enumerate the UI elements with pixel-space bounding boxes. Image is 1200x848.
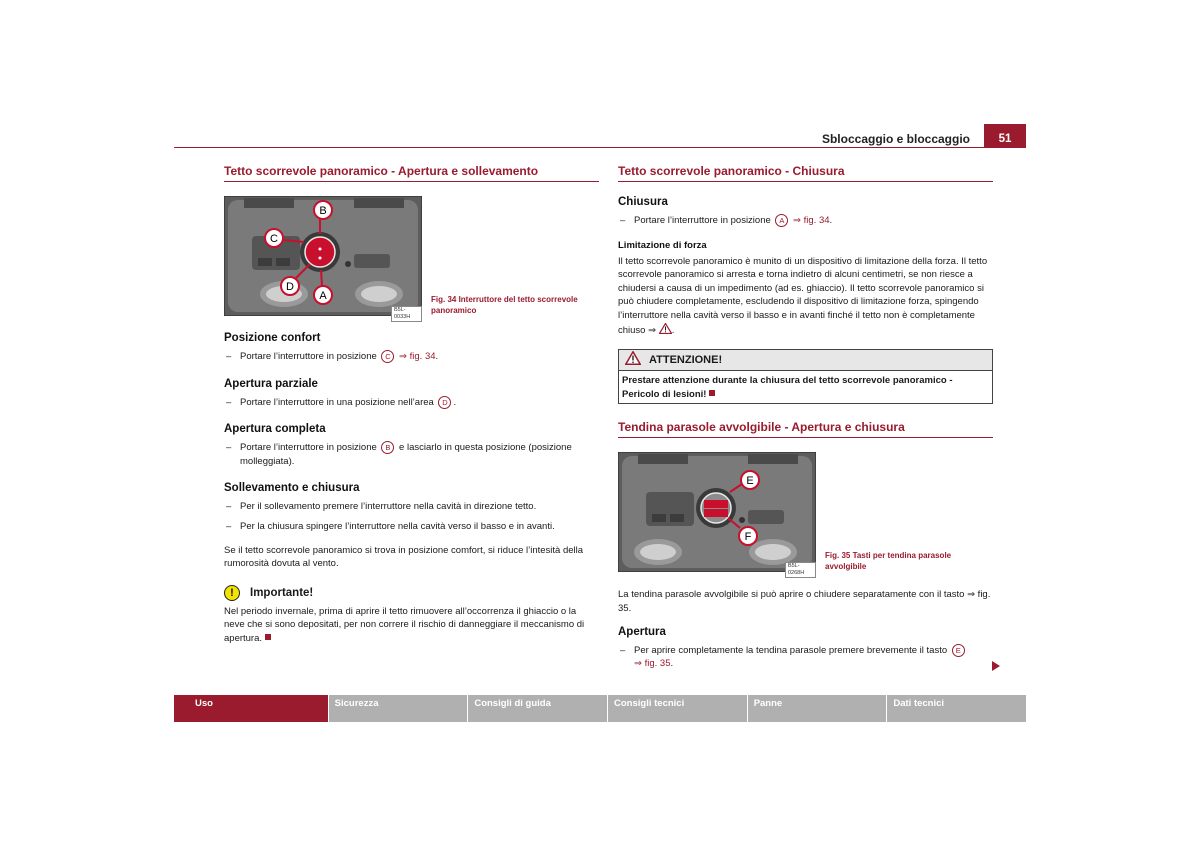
position-badge-a: A — [775, 214, 788, 227]
warning-triangle-icon — [625, 351, 641, 370]
nav-tab-panne[interactable]: Panne — [747, 695, 887, 722]
warning-triangle-icon — [659, 325, 672, 336]
heading-limitazione-forza: Limitazione di forza — [618, 239, 707, 251]
warning-box — [618, 349, 993, 404]
figure-34 — [224, 196, 599, 320]
list-item: – Portare l’interruttore in una posizione nell’area D . — [226, 396, 457, 408]
nav-tab-dati-tecnici[interactable]: Dati tecnici — [886, 695, 1026, 722]
sunblind-paragraph: La tendina parasole avvolgibile si può aprire o chiudere separatamente con il tasto ⇒ fig. 35. — [618, 589, 991, 614]
callout-b — [314, 201, 332, 219]
section-title-panoramic-roof-opening: Tetto scorrevole panoramico - Apertura e sollevamento — [224, 164, 599, 182]
svg-text:C: C — [270, 233, 278, 245]
roof-switch-illustration — [224, 196, 422, 320]
warning-text: Prestare attenzione durante la chiusura del tetto scorrevole panoramico - Pericolo di lesioni! — [622, 375, 953, 400]
callout-e — [741, 471, 759, 489]
figure-caption: Fig. 35 Tasti per tendina parasole avvolgibile — [825, 551, 952, 572]
figure-link[interactable]: ⇒ fig. 35 — [634, 658, 671, 670]
header-rule — [174, 147, 1026, 148]
figure-code: B5L-0033H — [391, 306, 422, 322]
exclamation-icon: ! — [224, 585, 240, 601]
position-badge-c: C — [381, 350, 394, 363]
comfort-paragraph: Se il tetto scorrevole panoramico si trova in posizione comfort, si riduce l’intesità della rumorosità dovuta al vento. — [224, 544, 584, 570]
list-item: – Portare l’interruttore in posizione C ⇒ fig. 34. — [226, 351, 439, 362]
heading-chiusura: Chiusura — [618, 196, 668, 208]
nav-tab-consigli-tecnici[interactable]: Consigli tecnici — [607, 695, 747, 722]
important-label: Importante! — [250, 586, 314, 599]
nav-tab-uso[interactable]: Uso — [174, 695, 328, 722]
list-item: – Portare l’interruttore in posizione B e lasciarlo in questa posizione (posizione molleggiata). — [226, 442, 572, 467]
right-column — [618, 164, 993, 677]
svg-text:F: F — [744, 531, 752, 544]
callout-c — [265, 229, 283, 247]
list-item: – Per aprire completamente la tendina parasole premere brevemente il tasto E ⇒ fig. 35. — [618, 644, 993, 671]
figure-link[interactable]: ⇒ fig. 34 — [399, 351, 436, 362]
figure-caption: Fig. 34 Interruttore del tetto scorrevole panoramico — [431, 295, 578, 315]
sunblind-switch-illustration — [618, 452, 816, 577]
svg-text:D: D — [286, 281, 294, 293]
chapter-nav — [174, 695, 1026, 722]
important-text: Nel periodo invernale, prima di aprire il tetto rimuovere all’occorrenza il ghiaccio o la neve che si sono depositati, per non correre il rischio di danneggiare il meccanismo di apertura. — [224, 605, 585, 644]
next-page-arrow-icon[interactable] — [992, 661, 1000, 671]
chapter-title: Sbloccaggio e bloccaggio — [821, 132, 970, 146]
svg-text:E: E — [746, 475, 754, 488]
list-item: – Portare l’interruttore in posizione A ⇒ fig. 34. — [620, 215, 833, 226]
svg-text:A: A — [319, 290, 327, 302]
heading-apertura-completa: Apertura completa — [224, 423, 326, 436]
list-item: – Per la chiusura spingere l’interruttore nella cavità verso il basso e in avanti. — [226, 520, 555, 532]
callout-f — [739, 527, 757, 545]
warning-title: ATTENZIONE! — [649, 354, 723, 367]
limit-paragraph: Il tetto scorrevole panoramico è munito di un dispositivo di limitazione della forza. Il tetto scorrevole panoramico si arresta e torna indietro di alcuni centimetri, se non riesce a chiudersi a causa di un impedimento (ad es. ghiaccio). Il tetto scorrevole panoramico si può chiudere completamente, escludendo il dispositivo di limitazione forza, spingendo l’interruttore nella cavità verso il basso e in avanti finché il tetto non è completamente chiuso ⇒ . — [618, 255, 988, 336]
warning-header — [619, 350, 992, 371]
roof-switch-drawing — [224, 196, 422, 316]
position-badge-e: E — [952, 644, 965, 657]
end-square-icon — [709, 390, 715, 396]
list-item: – Per il sollevamento premere l’interruttore nella cavità in direzione tetto. — [226, 501, 537, 513]
sunblind-switch-drawing — [618, 452, 816, 572]
heading-sollevamento-chiusura: Sollevamento e chiusura — [224, 482, 360, 495]
position-badge-d: D — [438, 396, 451, 409]
heading-apertura-parziale: Apertura parziale — [224, 377, 318, 390]
left-column — [224, 164, 599, 656]
position-badge-b: B — [381, 441, 394, 454]
callout-d — [281, 277, 299, 295]
svg-text:B: B — [319, 205, 327, 217]
callout-a — [314, 286, 332, 304]
page-number: 51 — [984, 124, 1026, 148]
section-title-sunblind: Tendina parasole avvolgibile - Apertura e chiusura — [618, 420, 993, 438]
important-header — [224, 585, 599, 601]
heading-posizione-confort: Posizione confort — [224, 332, 321, 344]
nav-tab-consigli-guida[interactable]: Consigli di guida — [467, 695, 607, 722]
section-title-panoramic-roof-closing: Tetto scorrevole panoramico - Chiusura — [618, 164, 993, 182]
figure-35 — [618, 452, 993, 577]
nav-tab-sicurezza[interactable]: Sicurezza — [328, 695, 468, 722]
end-square-icon — [265, 634, 271, 640]
figure-link[interactable]: ⇒ fig. 34 — [793, 215, 830, 226]
figure-code: B5L-0268H — [785, 562, 816, 578]
heading-apertura: Apertura — [618, 625, 666, 638]
